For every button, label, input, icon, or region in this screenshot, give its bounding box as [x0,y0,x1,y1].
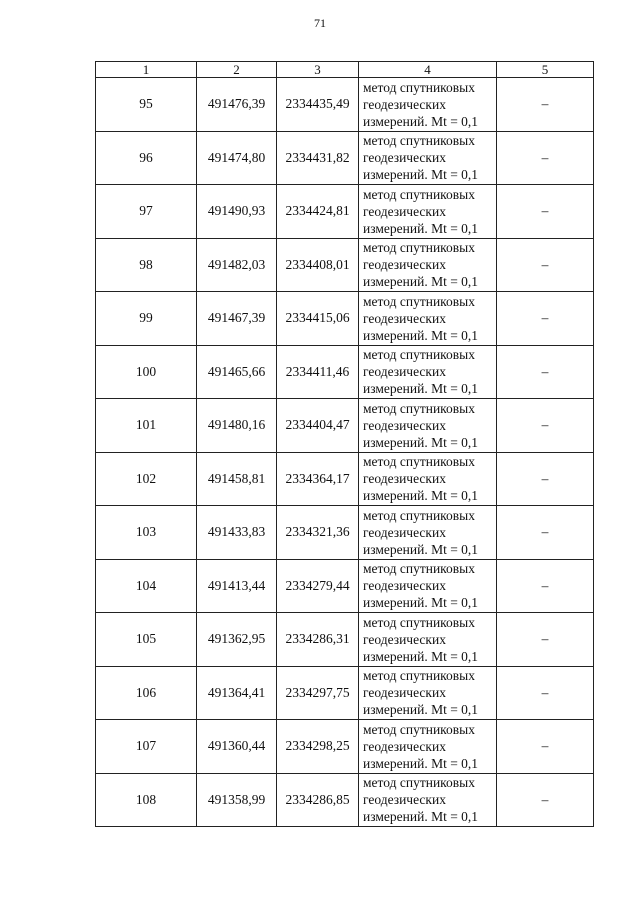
method-line: метод спутниковых [363,79,475,95]
coordinate-x: 491465,66 [197,345,277,399]
method-line: геодезических [363,364,446,380]
note: – [497,78,594,132]
coordinate-y: 2334404,47 [277,399,359,453]
method-line: геодезических [363,96,446,112]
point-number: 108 [96,773,197,827]
coordinate-y: 2334411,46 [277,345,359,399]
coordinate-x: 491433,83 [197,506,277,560]
table-row [96,399,594,453]
note: – [497,506,594,560]
coordinates-table [95,61,594,827]
coordinate-x: 491458,81 [197,452,277,506]
column-header: 3 [277,62,359,78]
method-line: метод спутниковых [363,668,475,684]
table-row [96,452,594,506]
note: – [497,399,594,453]
coordinate-x: 491476,39 [197,78,277,132]
method-line: метод спутниковых [363,293,475,309]
table-row [96,666,594,720]
determination-method [359,238,497,292]
coordinate-x: 491362,95 [197,613,277,667]
coordinate-y: 2334415,06 [277,292,359,346]
coordinate-y: 2334298,25 [277,720,359,774]
method-line: геодезических [363,310,446,326]
point-number: 99 [96,292,197,346]
method-line: измерений. Mt = 0,1 [363,113,479,129]
method-line: геодезических [363,257,446,273]
note: – [497,345,594,399]
point-number: 96 [96,131,197,185]
coordinate-x: 491482,03 [197,238,277,292]
determination-method [359,185,497,239]
method-line: метод спутниковых [363,186,475,202]
method-line: геодезических [363,203,446,219]
determination-method [359,131,497,185]
coordinate-y: 2334286,31 [277,613,359,667]
page-number: 71 [314,16,326,30]
table-row [96,292,594,346]
method-line: метод спутниковых [363,454,475,470]
point-number: 100 [96,345,197,399]
determination-method [359,292,497,346]
method-line: измерений. Mt = 0,1 [363,648,479,664]
table-row [96,720,594,774]
point-number: 107 [96,720,197,774]
table-row [96,506,594,560]
method-line: геодезических [363,578,446,594]
table-row [96,613,594,667]
method-line: измерений. Mt = 0,1 [363,327,479,343]
point-number: 106 [96,666,197,720]
note: – [497,185,594,239]
point-number: 102 [96,452,197,506]
method-line: измерений. Mt = 0,1 [363,220,479,236]
determination-method [359,773,497,827]
coordinate-y: 2334297,75 [277,666,359,720]
column-header: 5 [497,62,594,78]
coordinate-y: 2334364,17 [277,452,359,506]
method-line: измерений. Mt = 0,1 [363,434,479,450]
method-line: метод спутниковых [363,400,475,416]
coordinate-y: 2334279,44 [277,559,359,613]
coordinate-x: 491358,99 [197,773,277,827]
determination-method [359,78,497,132]
table-row [96,238,594,292]
coordinate-x: 491474,80 [197,131,277,185]
point-number: 97 [96,185,197,239]
coordinate-x: 491413,44 [197,559,277,613]
table-row [96,773,594,827]
point-number: 105 [96,613,197,667]
note: – [497,666,594,720]
method-line: метод спутниковых [363,507,475,523]
point-number: 95 [96,78,197,132]
determination-method [359,399,497,453]
method-line: измерений. Mt = 0,1 [363,488,479,504]
note: – [497,720,594,774]
coordinate-x: 491360,44 [197,720,277,774]
coordinate-y: 2334408,01 [277,238,359,292]
determination-method [359,452,497,506]
method-line: геодезических [363,471,446,487]
coordinate-y: 2334424,81 [277,185,359,239]
table-row [96,559,594,613]
point-number: 101 [96,399,197,453]
method-line: геодезических [363,417,446,433]
coordinate-y: 2334431,82 [277,131,359,185]
coordinate-y: 2334435,49 [277,78,359,132]
method-line: метод спутниковых [363,347,475,363]
note: – [497,131,594,185]
method-line: измерений. Mt = 0,1 [363,167,479,183]
note: – [497,238,594,292]
table-body [96,78,594,827]
point-number: 104 [96,559,197,613]
note: – [497,452,594,506]
method-line: метод спутниковых [363,721,475,737]
table-header-row [96,62,594,78]
method-line: геодезических [363,524,446,540]
method-line: геодезических [363,150,446,166]
method-line: измерений. Mt = 0,1 [363,595,479,611]
method-line: метод спутниковых [363,240,475,256]
method-line: метод спутниковых [363,133,475,149]
coordinate-x: 491364,41 [197,666,277,720]
column-header: 4 [359,62,497,78]
coordinate-x: 491480,16 [197,399,277,453]
column-header: 1 [96,62,197,78]
coordinate-y: 2334321,36 [277,506,359,560]
method-line: геодезических [363,631,446,647]
coordinate-y: 2334286,85 [277,773,359,827]
method-line: геодезических [363,738,446,754]
point-number: 103 [96,506,197,560]
method-line: измерений. Mt = 0,1 [363,809,479,825]
table-row [96,185,594,239]
note: – [497,559,594,613]
method-line: измерений. Mt = 0,1 [363,755,479,771]
determination-method [359,559,497,613]
method-line: геодезических [363,685,446,701]
table-row [96,345,594,399]
determination-method [359,613,497,667]
determination-method [359,720,497,774]
determination-method [359,666,497,720]
method-line: измерений. Mt = 0,1 [363,541,479,557]
coordinate-x: 491467,39 [197,292,277,346]
point-number: 98 [96,238,197,292]
method-line: метод спутниковых [363,775,475,791]
method-line: геодезических [363,792,446,808]
table-row [96,78,594,132]
determination-method [359,506,497,560]
column-header: 2 [197,62,277,78]
coordinate-x: 491490,93 [197,185,277,239]
method-line: измерений. Mt = 0,1 [363,381,479,397]
method-line: измерений. Mt = 0,1 [363,274,479,290]
method-line: метод спутниковых [363,614,475,630]
method-line: измерений. Mt = 0,1 [363,702,479,718]
note: – [497,613,594,667]
determination-method [359,345,497,399]
note: – [497,292,594,346]
table-row [96,131,594,185]
note: – [497,773,594,827]
method-line: метод спутниковых [363,561,475,577]
